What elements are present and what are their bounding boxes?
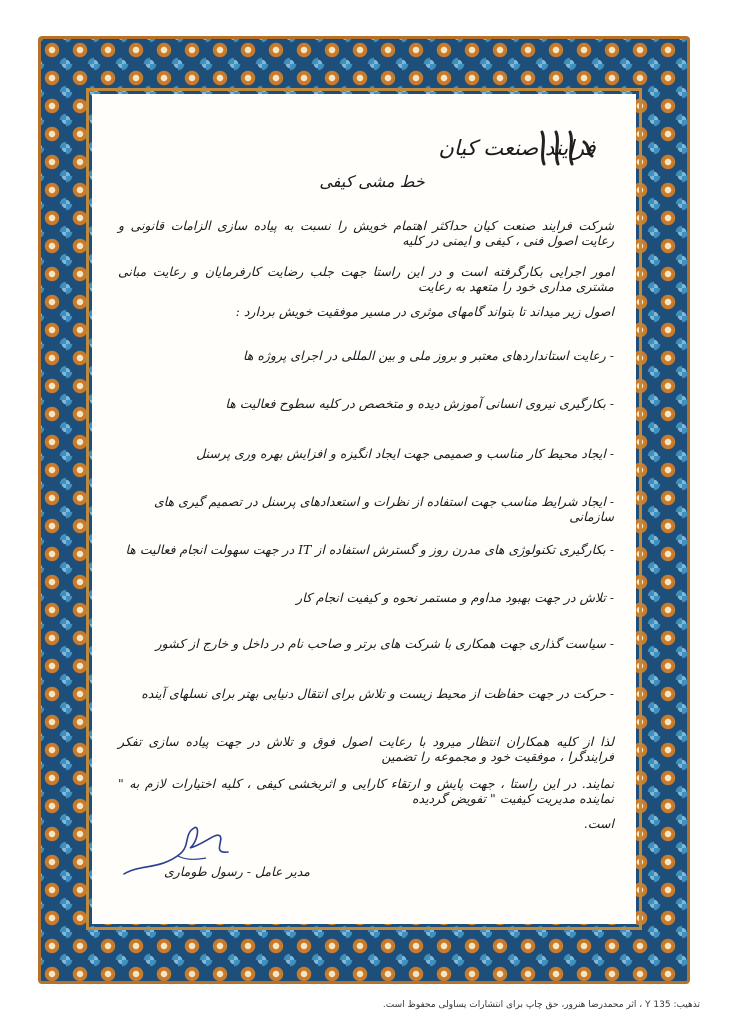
company-name: فرایند صنعت کیان [438,136,596,160]
signer-name: مدیر عامل - رسول طوماری [164,864,310,879]
policy-item: - تلاش در جهت بهبود مداوم و مستمر نحوه و کیفیت انجام کار [296,590,614,605]
closing-line: است. [583,816,614,831]
policy-item: - ایجاد محیط کار مناسب و صمیمی جهت ایجاد انگیزه و افزایش بهره وری پرسنل [196,446,614,461]
intro-line: امور اجرایی بکارگرفته است و در این راستا جهت جلب رضایت کارفرمایان و رعایت مبانی مشتری مداری خود را متعهد به رعایت [118,264,614,294]
certificate-paper [92,94,636,924]
policy-item: - حرکت در جهت حفاظت از محیط زیست و تلاش برای انتقال دنیایی بهتر برای نسلهای آینده [141,686,614,701]
policy-item: - رعایت استانداردهای معتبر و بروز ملی و بین المللی در اجرای پروژه ها [242,348,614,363]
policy-item: - بکارگیری نیروی انسانی آموزش دیده و متخصص در کلیه سطوح فعالیت ها [225,396,614,411]
page-title: خط مشی کیفی [319,172,425,191]
closing-line: نمایند. در این راستا ، جهت پایش و ارتقاء کارایی و اثربخشی کیفی ، کلیه اختیارات لازم به " نماینده مدیریت کیفیت " تفویض گردیده [118,776,614,806]
closing-line: لذا از کلیه همکاران انتظار میرود با رعایت اصول فوق و تلاش در جهت پیاده سازی تفکر فرایندگرا ، موفقیت خود و مجموعه را تضمین [118,734,614,764]
footer-credit: تذهیب: Y 135 ، اثر محمدرضا هنرور، حق چاپ برای انتشارات یساولی محفوظ است. [382,1000,700,1010]
intro-line: اصول زیر میداند تا بتواند گامهای موثری در مسیر موفقیت خویش بردارد : [235,304,614,319]
policy-item: - سیاست گذاری جهت همکاری با شرکت های برتر و صاحب نام در داخل و خارج از کشور [155,636,614,651]
policy-item: - ایجاد شرایط مناسب جهت استفاده از نظرات و استعدادهای پرسنل در تصمیم گیری های سازمانی [153,494,614,524]
intro-line: شرکت فرایند صنعت کیان حداکثر اهتمام خویش را نسبت به پیاده سازی الزامات قانونی و رعایت اصول فنی ، کیفی و ایمنی در کلیه [118,218,614,248]
policy-item: - بکارگیری تکنولوژی های مدرن روز و گسترش استفاده از IT در جهت سهولت انجام فعالیت ها [125,542,614,557]
